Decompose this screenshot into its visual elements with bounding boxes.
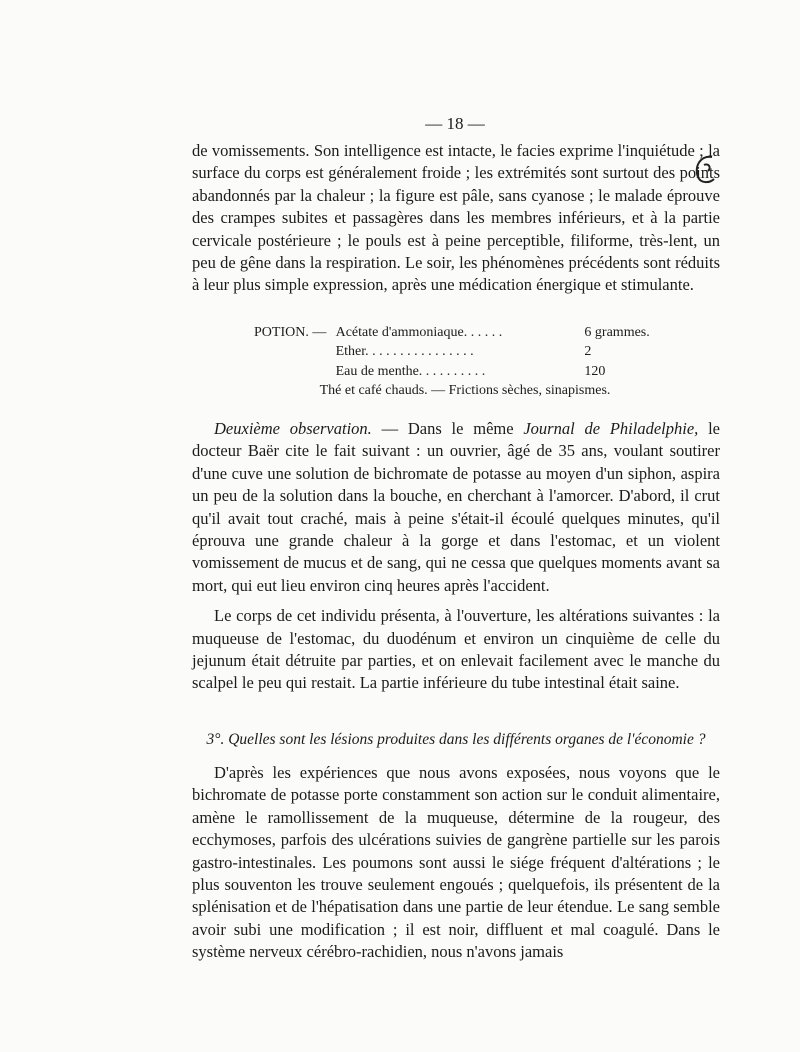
paragraph-3: Le corps de cet individu présenta, à l'ouverture, les altérations suivantes : la muqueuse de l'estomac, du duodénum et environ un cinquième de celle du jejunum était détruite par parties, et on enlevait facilement avec le manche du scalpel le peu qui restait. La partie inférieure du tube intestinal était saine. xyxy=(192,606,720,693)
prescription-quantity: 2 xyxy=(584,344,592,359)
observation-title: Deuxième observation. xyxy=(214,419,372,438)
observation-body: le docteur Baër cite le fait suivant : un ouvrier, âgé de 35 ans, voulant soutirer d'une cuve une solution de bichromate de potasse au moyen d'un siphon, aspira un peu de la solution dans la bouche, en cherchant à l'amorcer. D'abord, il crut qu'il avait tout craché, mais à peine s'était-il écoulé quelques minutes, qu'il éprouva une grande chaleur à la gorge et dans l'estomac, et un violent vomissement de mucus et de sang, qui ne cessa que quelques moments avant sa mort, qui eut lieu environ cinq heures après l'accident. xyxy=(192,419,720,595)
paragraph-4: D'après les expériences que nous avons exposées, nous voyons que le bichromate de potasse porte constamment son action sur le conduit alimentaire, amène le ramollissement de la muqueuse, détermine de la rougeur, des ecchymoses, parfois des ulcérations suivies de gangrène partielle sur les parois gastro-intestinales. Les poumons sont aussi le siége fréquent d'altérations ; le plus souventon les trouve seulement engoués ; quelquefois, ils présentent de la splénisation et de l'hépatisation dans une partie de leur étendue. Le sang semble avoir subi une modification ; il est noir, diffluent et mal coagulé. Dans le système nerveux cérébro-rachidien, nous n'avons jamais xyxy=(192,763,720,962)
observation-dash: — Dans le même xyxy=(371,419,524,438)
prescription-ingredient: Acétate d'ammoniaque. . . . . . xyxy=(335,325,503,340)
journal-name: Journal de Philadelphie, xyxy=(523,419,699,438)
handwritten-mark-icon xyxy=(690,153,720,193)
paragraph-2 xyxy=(192,418,720,597)
prescription-ingredient: Ether. . . . . . . . . . . . . . . . xyxy=(335,344,474,359)
prescription-quantity: 120 xyxy=(584,364,606,379)
prescription-ingredient: Eau de menthe. . . . . . . . . . xyxy=(335,364,486,379)
prescription-label: POTION. — xyxy=(254,325,327,340)
prescription-row-2 xyxy=(254,342,674,361)
paragraph-1: de vomissements. Son intelligence est intacte, le facies exprime l'inquiétude ; la surface du corps est généralement froide ; les extrémités sont surtout des points abandonnés par la chaleur ; la figure est pâle, sans cyanose ; le malade éprouve des crampes subites et passagères dans les membres inférieurs, et à la partie cervicale postérieure ; le pouls est à peine perceptible, filiforme, très-lent, un peu de gêne dans la respiration. Le soir, les phénomènes précédents sont réduits à leur plus simple expression, après une médication énergique et stimulante. xyxy=(192,141,720,295)
page-number: — 18 — xyxy=(425,114,485,133)
observation-section xyxy=(192,418,720,703)
prescription-quantity: 6 grammes. xyxy=(584,325,650,340)
paragraph-symptoms xyxy=(192,140,720,297)
prescription-row-3 xyxy=(254,362,674,381)
prescription-note: Thé et café chauds. — Frictions sèches, sinapismes. xyxy=(319,383,611,398)
lesions-section xyxy=(192,762,720,964)
section-heading: 3°. Quelles sont les lésions produites dans les différents organes de l'économie ? xyxy=(206,731,706,748)
prescription-row-1 xyxy=(254,323,674,342)
